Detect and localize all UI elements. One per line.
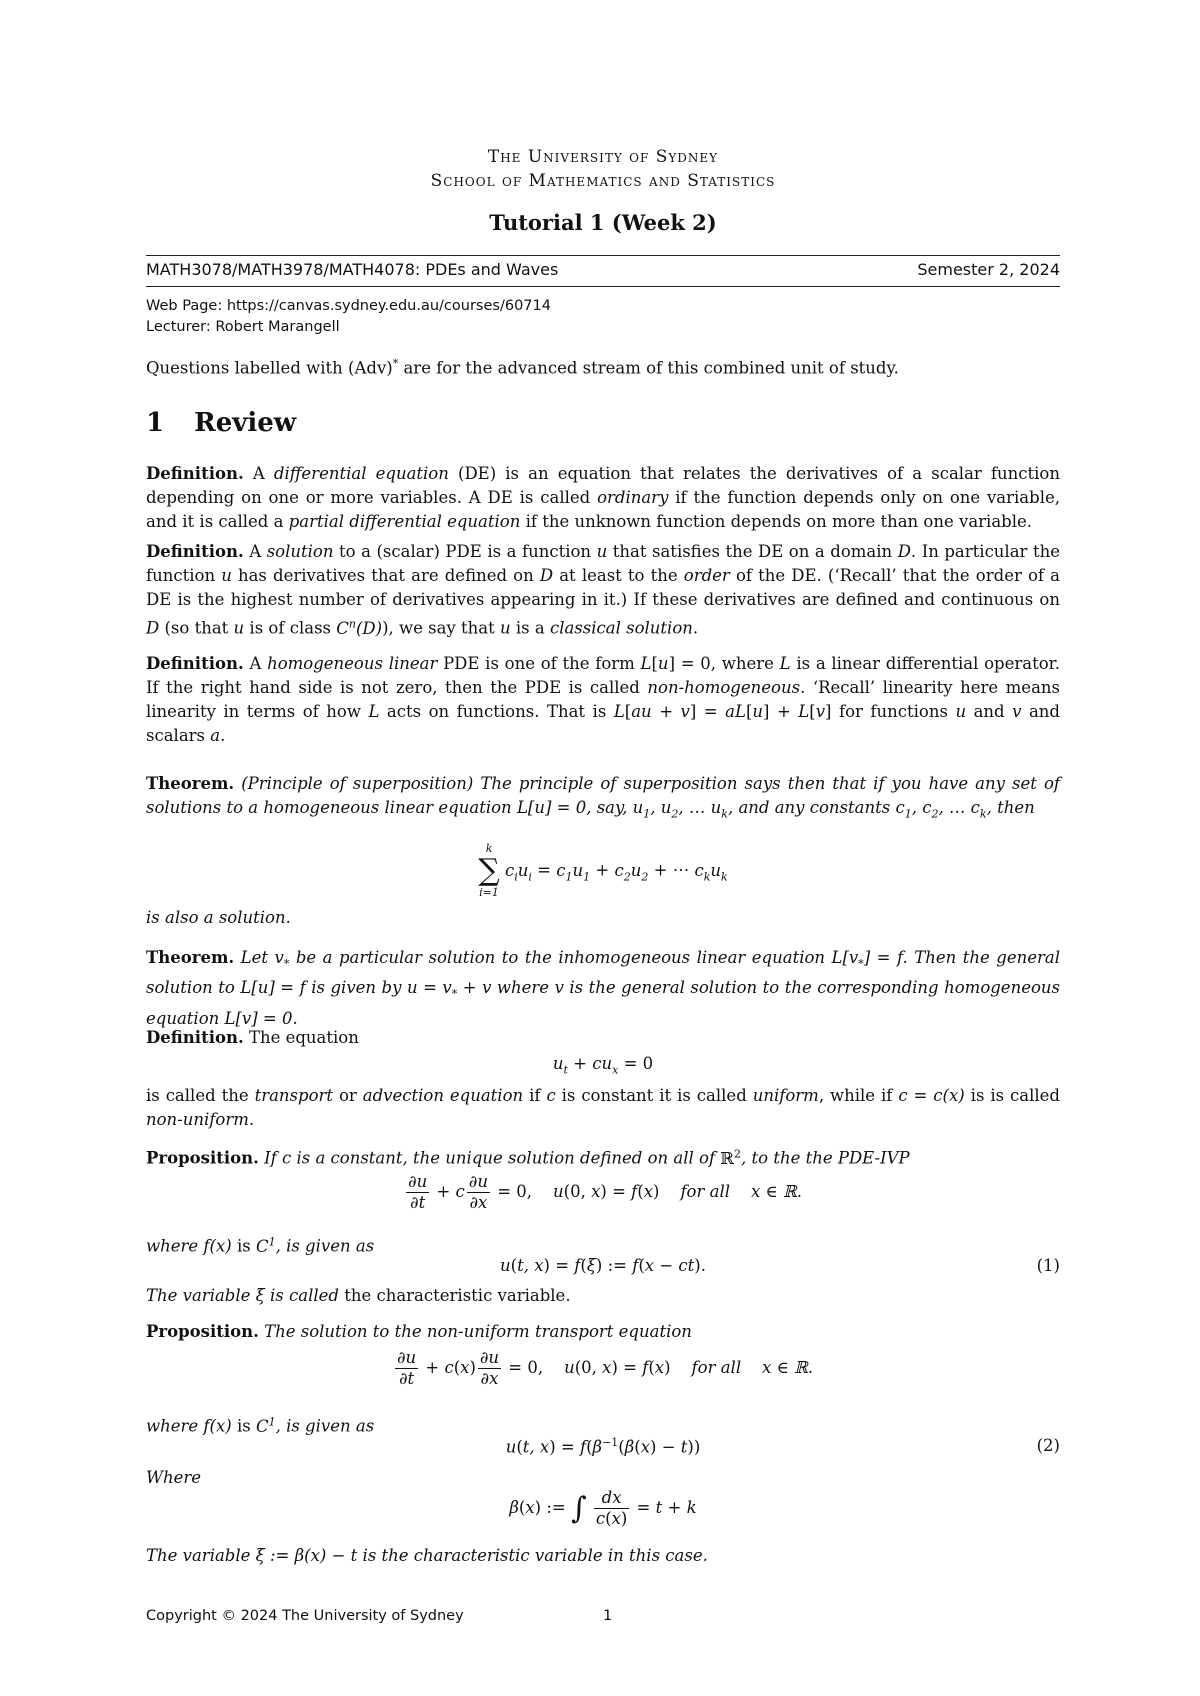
web-page-link[interactable]: Web Page: https://canvas.sydney.edu.au/courses/60714 xyxy=(146,298,551,314)
proposition-non-uniform-where: where f(x) is $C^1$, is given as xyxy=(146,1415,375,1436)
where-label: Where xyxy=(146,1468,202,1487)
superposition-conclusion: is also a solution. xyxy=(146,908,291,927)
course-info xyxy=(146,296,1060,338)
course-code: MATH3078/MATH3978/MATH4078: PDEs and Waves xyxy=(146,260,559,279)
university-name: The University of Sydney xyxy=(487,147,719,167)
non-uniform-solution-equation: u(t, $x) = f(\beta^{-1}(\beta(x) - t))$ (2) xyxy=(505,1436,1060,1457)
copyright: Copyright © 2024 The University of Sydney xyxy=(146,1608,464,1624)
beta-definition-equation: β(x) := ∫ $\frac{dx}{c(x)}$ = t + k xyxy=(509,1488,697,1528)
tutorial-title: Tutorial 1 (Week 2) xyxy=(489,210,717,235)
definition-homogeneous-linear: Definition. A homogeneous linear PDE is one of the form L[u] = 0, where L is a linear differential operator. If the right hand side is not zero, then the PDE is called non-homogeneous. ‘Recall’ linearity here means linearity in terms of how L acts on functions. That is L[au + v] = aL[u] + L[v] for functions u and v and scalars a. xyxy=(146,654,1061,745)
school-name: School of Mathematics and Statistics xyxy=(430,171,776,191)
lecturer: Lecturer: Robert Marangell xyxy=(146,319,340,335)
page-number: 1 xyxy=(603,1608,613,1624)
proposition-uniform: Proposition. If c is a constant, the unique solution defined on all of ℝ$^2$, to the the PDE-IVP xyxy=(146,1147,910,1168)
equation-number-2: (2) xyxy=(1036,1436,1060,1455)
section-heading xyxy=(146,408,1060,438)
definition-transport-intro: Definition. The equation xyxy=(146,1028,359,1047)
theorem-superposition: Theorem. (Principle of superposition) The principle of superposition says then that if you have any set of solutions to a homogeneous linear equation L[u] = 0, say, $u_1$, $u_2$, … $u_k$, and any constants $c_1$, $c_2$, … $c_k$, then xyxy=(146,774,1060,821)
superposition-sum-equation: k ∑ i=1 $c_iu_i = c_1u_1 + c_2u_2$ + ⋯ $c_ku_k$ xyxy=(478,842,728,899)
definition-transport-body: is called the transport or advection equation if c is constant it is called uniform, while if c = c(x) is is called non-uniform. xyxy=(146,1086,1060,1129)
footer xyxy=(146,1608,1060,1624)
theorem-general-solution: Theorem. Let $v_*$ be a particular solution to the inhomogeneous linear equation $L[v_*] = f$. Then the general solution to L[u] = f is given by $u = v_* + v$ where v is the general solution to the corresponding homogeneous equation L[v] = 0. xyxy=(146,948,1060,1028)
header-rule-top xyxy=(146,255,1060,256)
equation-number-1: (1) xyxy=(1036,1256,1060,1275)
characteristic-variable-note-1: The variable ξ is called the characteristic variable. xyxy=(146,1286,571,1305)
uniform-pde-ivp: $\frac{\partial u}{\partial t}$ + c $\frac{\partial u}{\partial x}$ = 0, u(0, x) = f(x) for all x ∈ ℝ. xyxy=(408,1172,802,1212)
course-line xyxy=(146,260,1060,279)
proposition-non-uniform: Proposition. The solution to the non-uniform transport equation xyxy=(146,1322,692,1341)
semester: Semester 2, 2024 xyxy=(917,260,1060,279)
advanced-note: Questions labelled with (Adv)* are for the advanced stream of this combined unit of study. xyxy=(146,357,899,378)
section-title: Review xyxy=(194,408,297,438)
section-number: 1 xyxy=(146,408,165,438)
header-rule-bottom xyxy=(146,286,1060,287)
non-uniform-pde-ivp: $\frac{\partial u}{\partial t}$ + c(x) $\frac{\partial u}{\partial x}$ = 0, u(0, x) = f(x) for all x ∈ ℝ. xyxy=(396,1348,814,1388)
uniform-solution-equation: u(t, x) = f(ξ) := f(x − ct). (1) xyxy=(500,1256,1060,1275)
proposition-uniform-where: where f(x) is $C^1$, is given as xyxy=(146,1235,375,1256)
definition-solution: Definition. A solution to a (scalar) PDE is a function u that satisfies the DE on a domain D. In particular the function u has derivatives that are defined on D at least to the order of the DE. (‘Recall’ that the order of a DE is the highest number of derivatives appearing in it.) If these derivatives are defined and continuous on D (so that u is of class $C^n(D)$), we say that u is a classical solution. xyxy=(146,542,1060,638)
transport-equation: $u_t + cu_x = 0$ xyxy=(552,1054,654,1077)
definition-differential-equation: Definition. A differential equation (DE) is an equation that relates the derivatives of a scalar function depending on one or more variables. A DE is called ordinary if the function depends only on one variable, and it is called a partial differential equation if the unknown function depends on more than one variable. xyxy=(146,464,1060,531)
characteristic-variable-note-2: The variable ξ := β(x) − t is the characteristic variable in this case. xyxy=(146,1546,708,1565)
